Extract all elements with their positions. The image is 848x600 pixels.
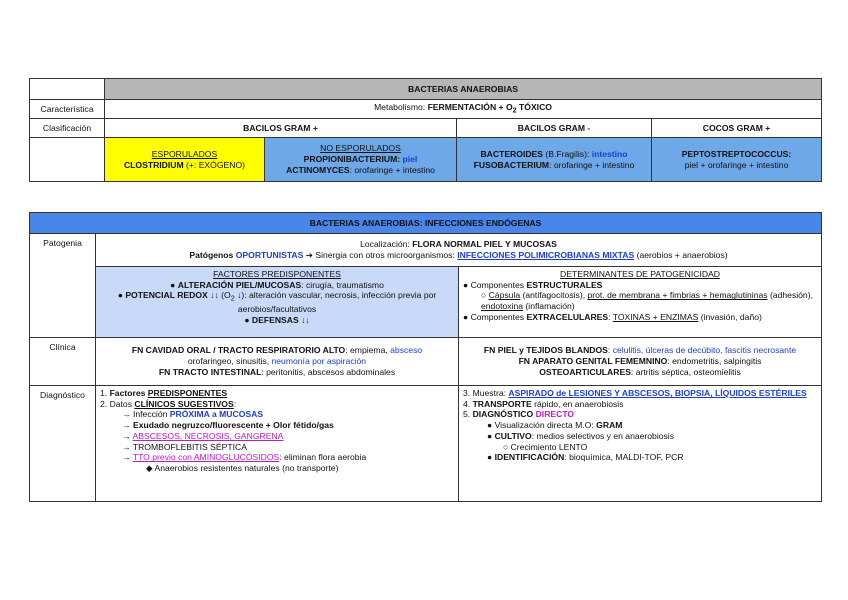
determinantes-cell: DETERMINANTES DE PATOGENICIDAD ● Componentes ESTRUCTURALES ○ Cápsula (antifagocitosis), prot. de membrana + fimbrias + hemaglutininas (adhesión), endotoxina (inflamación) ● Componentes EXTRACELULARES: TOXINAS + ENZIMAS (invasión, daño) bbox=[459, 267, 822, 338]
clinica-right: FN PIEL y TEJIDOS BLANDOS: celulitis, úlceras de decúbito, fascitis necrosante FN APARATO GENITAL FEMEMNINO: endometritis, salpingitis OSTEOARTICULARES: artritis séptica, osteomielitis bbox=[459, 338, 822, 386]
metabolismo-cell: Metabolismo: FERMENTACIÓN + $O_2$ TÓXICO bbox=[105, 100, 822, 119]
gram-neg-cell: BACTEROIDES (B.Fragilis): intestino FUSOBACTERIUM: orofaringe + intestino bbox=[457, 138, 652, 182]
clinica-left: FN CAVIDAD ORAL / TRACTO RESPIRATORIO ALTO: empiema, absceso orofaringeo, sinusitis, neumonía por aspiración FN TRACTO INTESTINAL: peritonitis, abscesos abdominales bbox=[96, 338, 459, 386]
row-label-clasificacion: Clasificación bbox=[30, 119, 105, 138]
anaerobios-table bbox=[29, 78, 822, 182]
table-title: BACTERIAS ANAEROBIAS bbox=[105, 79, 822, 100]
factores-predisponentes-cell: FACTORES PREDISPONENTES ● ALTERACIÓN PIEL/MUCOSAS: cirugía, traumatismo ● POTENCIAL REDOX ↓↓ ($O_2$ ↓): alteración vascular, necrosis, infección previa por aerobios/facultativos ● DEFENSAS ↓↓ bbox=[96, 267, 459, 338]
diagnostico-left: 1. Factores PREDISPONENTES 2. Datos CLÍNICOS SUGESTIVOS: → Infección PRÓXIMA a MUCOSAS → Exudado negruzco/fluorescente + Olor fétido/gas → ABSCESOS, NECROSIS, GANGRENA → TROMBOFLEBITIS SÉPTICA → TTO previo con AMINOGLUCÓSIDOS: eliminan flora aerobia ◆ Anaerobios resistentes naturales (no transporte) bbox=[96, 386, 459, 502]
row-label-caracteristica: Característica bbox=[30, 100, 105, 119]
no-esporulados-cell: NO ESPORULADOS PROPIONIBACTERIUM: piel ACTINOMYCES: orofaringe + intestino bbox=[265, 138, 457, 182]
col-cocos-gram-pos: COCOS GRAM + bbox=[652, 119, 822, 138]
col-bacilos-gram-pos: BACILOS GRAM + bbox=[105, 119, 457, 138]
patogenia-summary: Localización: FLORA NORMAL PIEL Y MUCOSAS Patógenos OPORTUNISTAS ➔ Sinergia con otros microorganismos: INFECCIONES POLIMICROBIANAS MIXTAS (aerobios + anaerobios) bbox=[96, 234, 822, 267]
cocos-cell: PEPTOSTREPTOCOCCUS: piel + orofaringe + intestino bbox=[652, 138, 822, 182]
row-label-clinica: Clínica bbox=[30, 338, 96, 386]
empty-corner bbox=[30, 79, 105, 100]
row-label-diagnostico: Diagnóstico bbox=[30, 386, 96, 502]
col-bacilos-gram-neg: BACILOS GRAM - bbox=[457, 119, 652, 138]
esporulados-cell: ESPORULADOS CLOSTRIDIUM (+: EXÓGENO) bbox=[105, 138, 265, 182]
row-label-patogenia: Patogenia bbox=[30, 234, 96, 338]
table-title: BACTERIAS ANAEROBIAS: INFECCIONES ENDÓGENAS bbox=[30, 213, 822, 234]
empty-cell bbox=[30, 138, 105, 182]
diagnostico-right: 3. Muestra: ASPIRADO de LESIONES Y ABSCESOS, BIOPSIA, LÍQUIDOS ESTÉRILES 4. TRANSPORTE rápido, en anaerobiosis 5. DIAGNÓSTICO DIRECTO ● Visualización directa M.O: GRAM ● CULTIVO: medios selectivos y en anaerobiosis ○ Crecimiento LENTO ● IDENTIFICACIÓN: bioquímica, MALDI-TOF, PCR bbox=[459, 386, 822, 502]
infecciones-table bbox=[29, 212, 822, 502]
